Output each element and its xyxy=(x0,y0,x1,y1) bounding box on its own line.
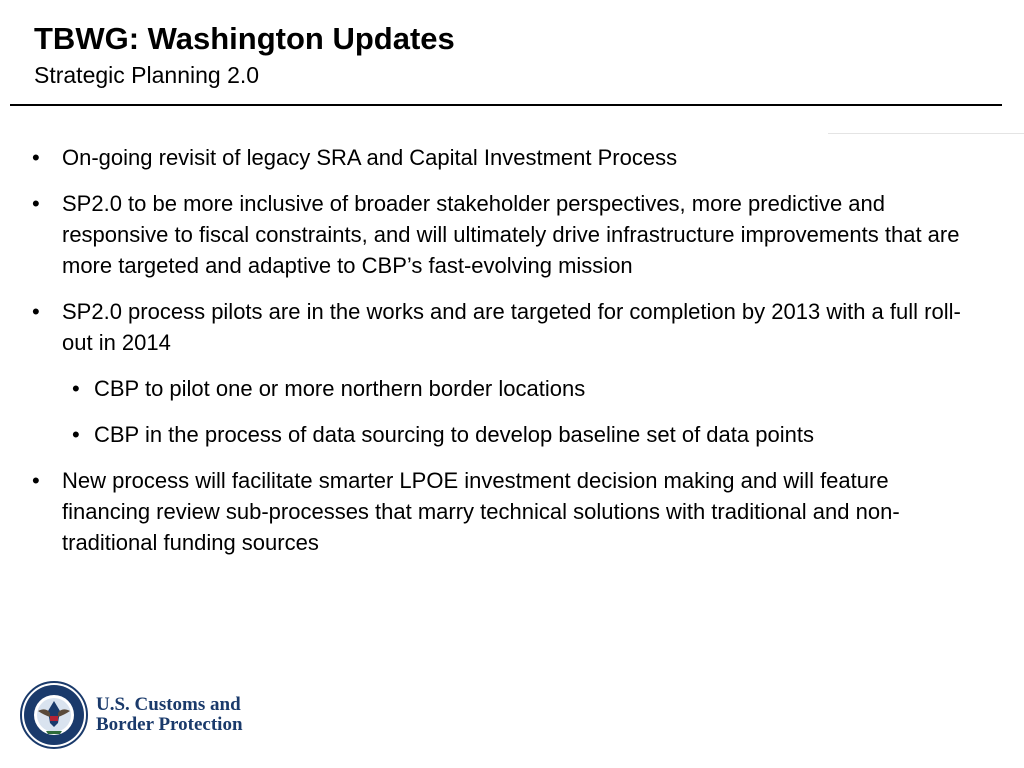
bullet-text: SP2.0 to be more inclusive of broader stakeholder perspectives, more predictive and responsive to fiscal constraints, and will ultimately drive infrastructure improvements that are more targeted and adaptive to CBP’s fast-evolving mission xyxy=(62,191,960,278)
bullet-item xyxy=(32,465,982,558)
title-divider-shadow xyxy=(828,133,1024,134)
bullet-icon: • xyxy=(32,191,40,216)
bullet-text: CBP to pilot one or more northern border locations xyxy=(94,376,586,401)
bullet-text: CBP in the process of data sourcing to develop baseline set of data points xyxy=(94,422,814,447)
bullet-icon: • xyxy=(32,468,40,493)
bullet-text: On-going revisit of legacy SRA and Capital Investment Process xyxy=(62,145,678,170)
bullet-item xyxy=(32,142,982,173)
bullet-icon: • xyxy=(32,145,40,170)
bullet-icon: • xyxy=(72,422,80,447)
dhs-seal-icon xyxy=(20,681,88,749)
bullet-list xyxy=(32,142,982,573)
bullet-text: New process will facilitate smarter LPOE investment decision making and will feature financing review sub-processes that marry technical solutions with traditional and non-traditional funding sources xyxy=(62,468,900,555)
bullet-item xyxy=(32,296,982,358)
sub-bullet-item xyxy=(32,373,982,404)
slide-title: TBWG: Washington Updates xyxy=(34,21,455,56)
bullet-text: SP2.0 process pilots are in the works and are targeted for completion by 2013 with a full roll-out in 2014 xyxy=(62,299,961,355)
agency-name xyxy=(96,695,243,735)
sub-bullet-item xyxy=(32,419,982,450)
bullet-item xyxy=(32,188,982,281)
bullet-icon: • xyxy=(32,299,40,324)
agency-logo xyxy=(20,680,243,750)
slide-subtitle: Strategic Planning 2.0 xyxy=(34,62,260,88)
agency-name-line2: Border Protection xyxy=(96,714,243,735)
title-divider xyxy=(10,104,1002,106)
bullet-icon: • xyxy=(72,376,80,401)
agency-name-line1: U.S. Customs and xyxy=(96,694,241,715)
